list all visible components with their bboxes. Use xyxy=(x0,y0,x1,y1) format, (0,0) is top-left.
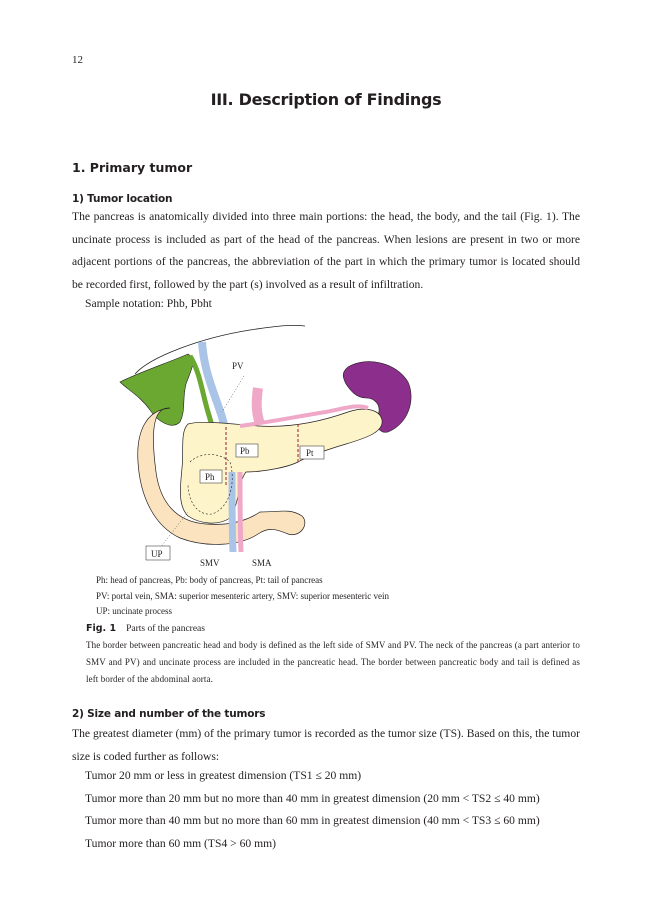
celiac-trunk xyxy=(257,388,260,424)
subsection-title-tumor-location: 1) Tumor location xyxy=(72,193,173,205)
figure-legend-line: Ph: head of pancreas, Pb: body of pancreas, Pt: tail of pancreas xyxy=(96,575,323,585)
chapter-title: III. Description of Findings xyxy=(210,90,442,109)
tumor-size-item: Tumor more than 40 mm but no more than 60 mm in greatest dimension (40 mm < TS3 ≤ 60 mm) xyxy=(85,814,540,827)
figure-caption xyxy=(86,623,205,634)
figure-legend-line: PV: portal vein, SMA: superior mesenteric artery, SMV: superior mesenteric vein xyxy=(96,591,390,601)
size-paragraph: The greatest diameter (mm) of the primary tumor is recorded as the tumor size (TS). Based on this, the tumor size is coded further as follows: xyxy=(72,727,580,763)
label-ph: Ph xyxy=(205,472,215,482)
pancreas xyxy=(180,409,382,523)
label-smv: SMV xyxy=(200,558,220,568)
sma xyxy=(240,472,241,552)
page-number: 12 xyxy=(72,54,83,66)
sample-notation: Sample notation: Phb, Pbht xyxy=(85,297,212,310)
label-sma: SMA xyxy=(252,558,272,568)
figure-caption-label: Fig. 1 xyxy=(86,623,117,634)
figure-note: The border between pancreatic head and body is defined as the left side of SMV and PV. The neck of the pancreas (a part anterior to SMV and PV) and uncinate process are included in the pancreatic head. The border between pancreatic body and tail is defined as left border of the abdominal aorta. xyxy=(86,640,580,684)
label-up: UP xyxy=(151,549,163,559)
tumor-size-item: Tumor 20 mm or less in greatest dimension (TS1 ≤ 20 mm) xyxy=(85,769,362,782)
subsection-title-size-number: 2) Size and number of the tumors xyxy=(72,708,266,720)
label-pt: Pt xyxy=(306,448,314,458)
figure-caption-title: Parts of the pancreas xyxy=(126,624,205,634)
label-pb: Pb xyxy=(240,446,250,456)
tumor-size-item: Tumor more than 60 mm (TS4 > 60 mm) xyxy=(85,837,276,850)
section-title: 1. Primary tumor xyxy=(72,160,193,175)
pancreas-figure xyxy=(90,312,430,574)
label-pv: PV xyxy=(232,361,244,371)
figure-legend-line: UP: uncinate process xyxy=(96,606,172,616)
tumor-location-paragraph: The pancreas is anatomically divided into three main portions: the head, the body, and the tail (Fig. 1). The uncinate process is included as part of the head of the pancreas. When lesions are present in two or more adjacent portions of the pancreas, the abbreviation of the part in which the primary tumor is located should be recorded first, followed by the part (s) involved as a result of infiltration. xyxy=(72,210,580,291)
tumor-size-item: Tumor more than 20 mm but no more than 40 mm in greatest dimension (20 mm < TS2 ≤ 40 mm) xyxy=(85,792,540,805)
